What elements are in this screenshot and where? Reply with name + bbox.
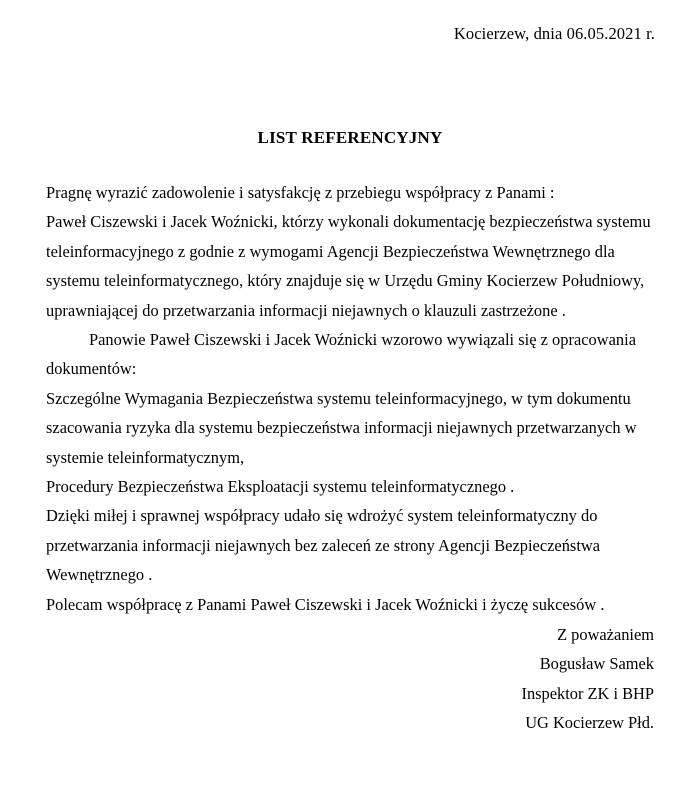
body-line: systemie teleinformatycznym, <box>46 447 245 467</box>
body-line: Wewnętrznego . <box>46 565 153 585</box>
body-line: przetwarzania informacji niejawnych bez zaleceń ze strony Agencji Bezpieczeństwa <box>46 535 601 555</box>
page-title: LIST REFERENCYJNY <box>257 128 443 147</box>
signature-line: Z poważaniem <box>557 625 654 644</box>
body-line: Procedury Bezpieczeństwa Eksploatacji systemu teleinformatycznego . <box>46 477 515 497</box>
body-line: systemu teleinformatycznego, który znajduje się w Urzędu Gminy Kocierzew Południowy, <box>46 271 645 291</box>
date-line: Kocierzew, dnia 06.05.2021 r. <box>453 24 655 43</box>
signature-line: Bogusław Samek <box>539 654 654 674</box>
signature-line: UG Kocierzew Płd. <box>525 713 654 733</box>
body-line: Dzięki miłej i sprawnej współpracy udało się wdrożyć system teleinformatyczny do <box>46 506 598 526</box>
letter-body <box>46 178 658 619</box>
signature-block <box>46 620 654 738</box>
body-line: dokumentów: <box>46 359 137 379</box>
body-line: Szczególne Wymagania Bezpieczeństwa systemu teleinformacyjnego, w tym dokumentu <box>46 388 631 408</box>
body-line: szacowania ryzyka dla systemu bezpieczeństwa informacji niejawnych przetwarzanych w <box>46 418 637 438</box>
body-line: uprawniającej do przetwarzania informacji niejawnych o klauzuli zastrzeżone . <box>46 300 566 320</box>
signature-line: Inspektor ZK i BHP <box>521 683 654 703</box>
body-line: teleinformacyjnego z godnie z wymogami Agencji Bezpieczeństwa Wewnętrznego dla <box>46 241 615 261</box>
body-line: Panowie Paweł Ciszewski i Jacek Woźnicki wzorowo wywiązali się z opracowania <box>89 330 636 350</box>
body-line: Polecam współpracę z Panami Paweł Ciszewski i Jacek Woźnicki i życzę sukcesów . <box>46 594 605 614</box>
body-line: Paweł Ciszewski i Jacek Woźnicki, którzy wykonali dokumentację bezpieczeństwa systemu <box>46 212 651 232</box>
body-line: Pragnę wyrazić zadowolenie i satysfakcję z przebiegu współpracy z Panami : <box>46 183 555 202</box>
